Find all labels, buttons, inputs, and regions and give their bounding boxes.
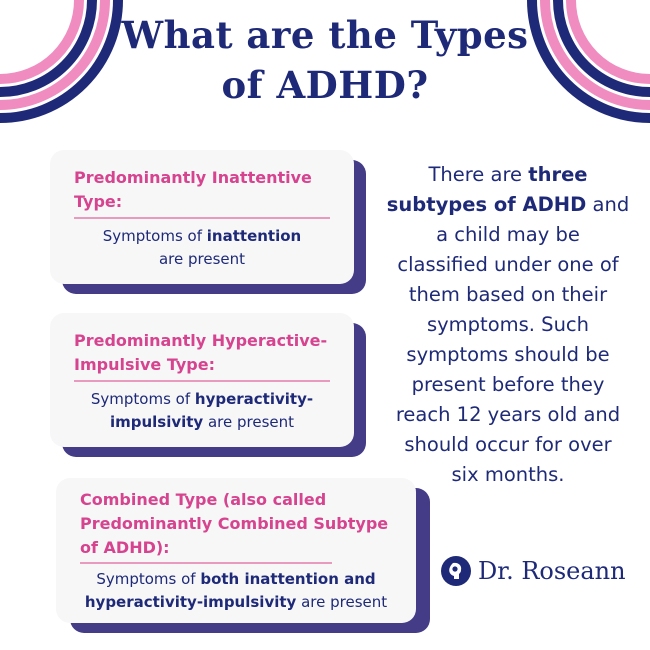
card-hyperactive-impulsive: [50, 313, 354, 447]
card-title: Combined Type (also called Predominantly Combined Subtype of ADHD):: [80, 490, 389, 557]
brand-logo: [440, 553, 626, 589]
card-title: Predominantly Inattentive Type:: [74, 168, 312, 211]
card-description: Symptoms of inattention are present: [102, 227, 302, 268]
divider: [74, 217, 330, 219]
card-title: Predominantly Hyperactive- Impulsive Type:: [74, 331, 328, 374]
card-description: Symptoms of hyperactivity- impulsivity are present: [90, 390, 314, 431]
title-line-2: of ADHD?: [221, 63, 429, 107]
page-title: [60, 10, 590, 110]
card-combined: [56, 478, 416, 623]
brand-name: Dr. Roseann: [478, 557, 626, 585]
head-profile-icon: [440, 555, 472, 587]
divider: [80, 562, 332, 564]
explanation-text: There are three subtypes of ADHD and a child may be classified under one of them based on their symptoms. Such symptoms should be present before they reach 12 years old and should occur for over six months.: [386, 163, 630, 486]
title-line-1: What are the Types: [121, 13, 529, 57]
card-description: Symptoms of both inattention and hyperactivity-impulsivity are present: [84, 570, 388, 611]
divider: [74, 380, 330, 382]
card-inattentive: [50, 150, 354, 284]
